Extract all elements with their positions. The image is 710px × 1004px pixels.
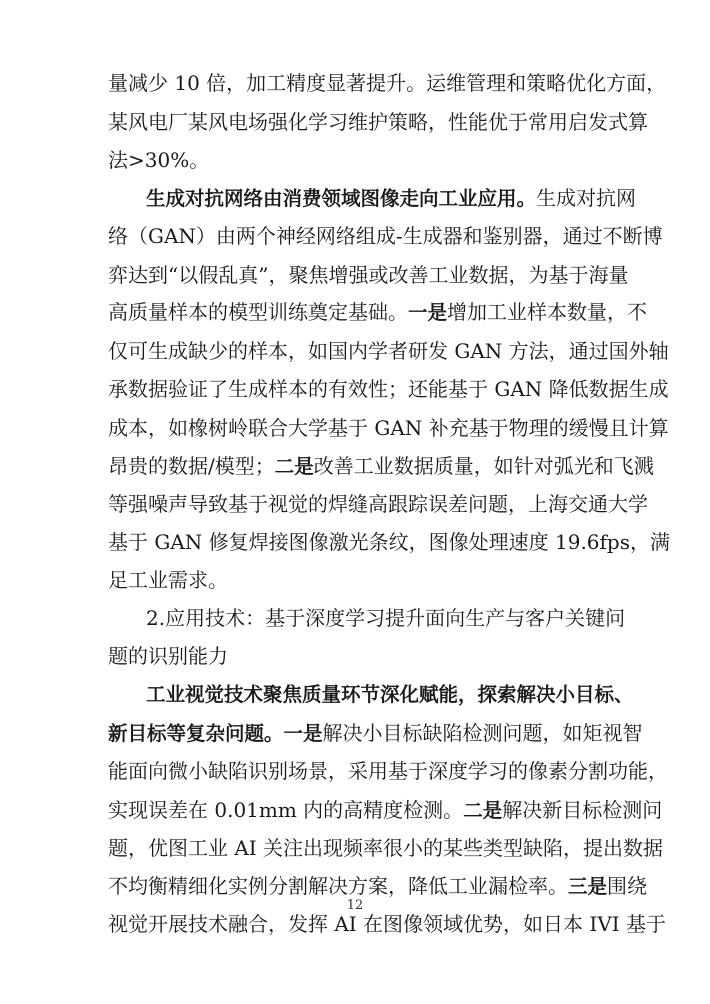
- bold-text-run: 一是: [408, 301, 448, 324]
- text-line: [108, 217, 663, 255]
- text-run: 题的识别能力: [108, 644, 228, 668]
- text-line: [146, 179, 637, 217]
- text-run: 实现误差在 0.01mm 内的高精度检测。: [108, 798, 464, 822]
- text-run: 足工业需求。: [108, 568, 228, 592]
- text-line: [108, 64, 667, 102]
- text-run: 改善工业数据质量，如针对弧光和飞溅: [313, 454, 654, 478]
- bold-text-run: 工业视觉技术聚焦质量环节深化赋能，探索解决小目标、: [146, 683, 634, 706]
- text-run: 法>30%。: [108, 148, 210, 172]
- text-run: 生成对抗网: [536, 186, 637, 210]
- text-line: [108, 103, 648, 141]
- text-line: [108, 523, 670, 561]
- text-run: 高质量样本的模型训练奠定基础。: [108, 300, 408, 324]
- text-line: [108, 485, 648, 523]
- bold-text-run: 三是: [568, 875, 608, 898]
- text-run: 量减少 10 倍，加工精度显著提升。运维管理和策略优化方面，: [108, 71, 667, 95]
- text-line: [108, 447, 654, 485]
- text-line: [146, 599, 626, 637]
- text-line: [108, 829, 664, 867]
- text-run: 承数据验证了生成样本的有效性；还能基于 GAN 降低数据生成: [108, 377, 669, 401]
- text-run: 仅可生成缺少的样本，如国内学者研发 GAN 方法，通过国外轴: [108, 339, 669, 363]
- text-line: [108, 752, 668, 790]
- text-run: 增加工业样本数量，不: [447, 300, 648, 324]
- text-run: 某风电厂某风电场强化学习维护策略，性能优于常用启发式算: [108, 110, 648, 134]
- text-line: [108, 714, 643, 752]
- text-line: [108, 637, 604, 675]
- text-run: 基于 GAN 修复焊接图像激光条纹，图像处理速度 19.6fps，满: [108, 530, 670, 554]
- bold-text-run: 生成对抗网络由消费领域图像走向工业应用。: [146, 187, 537, 210]
- bold-text-run: 新目标等复杂问题。: [108, 722, 284, 745]
- bold-text-run: 一是: [283, 722, 323, 745]
- text-run: 能面向微小缺陷识别场景，采用基于深度学习的像素分割功能，: [108, 759, 668, 783]
- text-line: [108, 256, 629, 294]
- text-line: [146, 675, 634, 713]
- text-run: 解决新目标检测问: [502, 798, 663, 822]
- text-run: 等强噪声导致基于视觉的焊缝高跟踪误差问题，上海交通大学: [108, 492, 648, 516]
- text-line: [108, 791, 663, 829]
- text-run: 络（GAN）由两个神经网络组成-生成器和鉴别器，通过不断博: [108, 224, 663, 248]
- text-run: 视觉开展技术融合，发挥 AI 在图像领域优势，如日本 IVI 基于: [108, 912, 667, 936]
- text-line: [108, 141, 604, 179]
- text-run: 2.应用技术：基于深度学习提升面向生产与客户关键问: [146, 606, 626, 630]
- text-line: [108, 332, 669, 370]
- text-run: 题，优图工业 AI 关注出现频率很小的某些类型缺陷，提出数据: [108, 836, 664, 860]
- text-run: 解决小目标缺陷检测问题，如矩视智: [322, 721, 643, 745]
- page-number: 12: [346, 898, 364, 913]
- text-run: 弈达到“以假乱真”，聚焦增强或改善工业数据，为基于海量: [108, 263, 629, 287]
- text-run: 不均衡精细化实例分割解决方案，降低工业漏检率。: [108, 874, 568, 898]
- text-line: [108, 293, 648, 331]
- text-line: [108, 561, 604, 599]
- bold-text-run: 二是: [274, 455, 314, 478]
- text-run: 昂贵的数据/模型；: [108, 454, 275, 478]
- text-run: 成本，如橡树岭联合大学基于 GAN 补充基于物理的缓慢且计算: [108, 416, 669, 440]
- text-line: [108, 409, 669, 447]
- text-run: 围绕: [607, 874, 648, 898]
- text-line: [108, 370, 669, 408]
- bold-text-run: 二是: [463, 799, 503, 822]
